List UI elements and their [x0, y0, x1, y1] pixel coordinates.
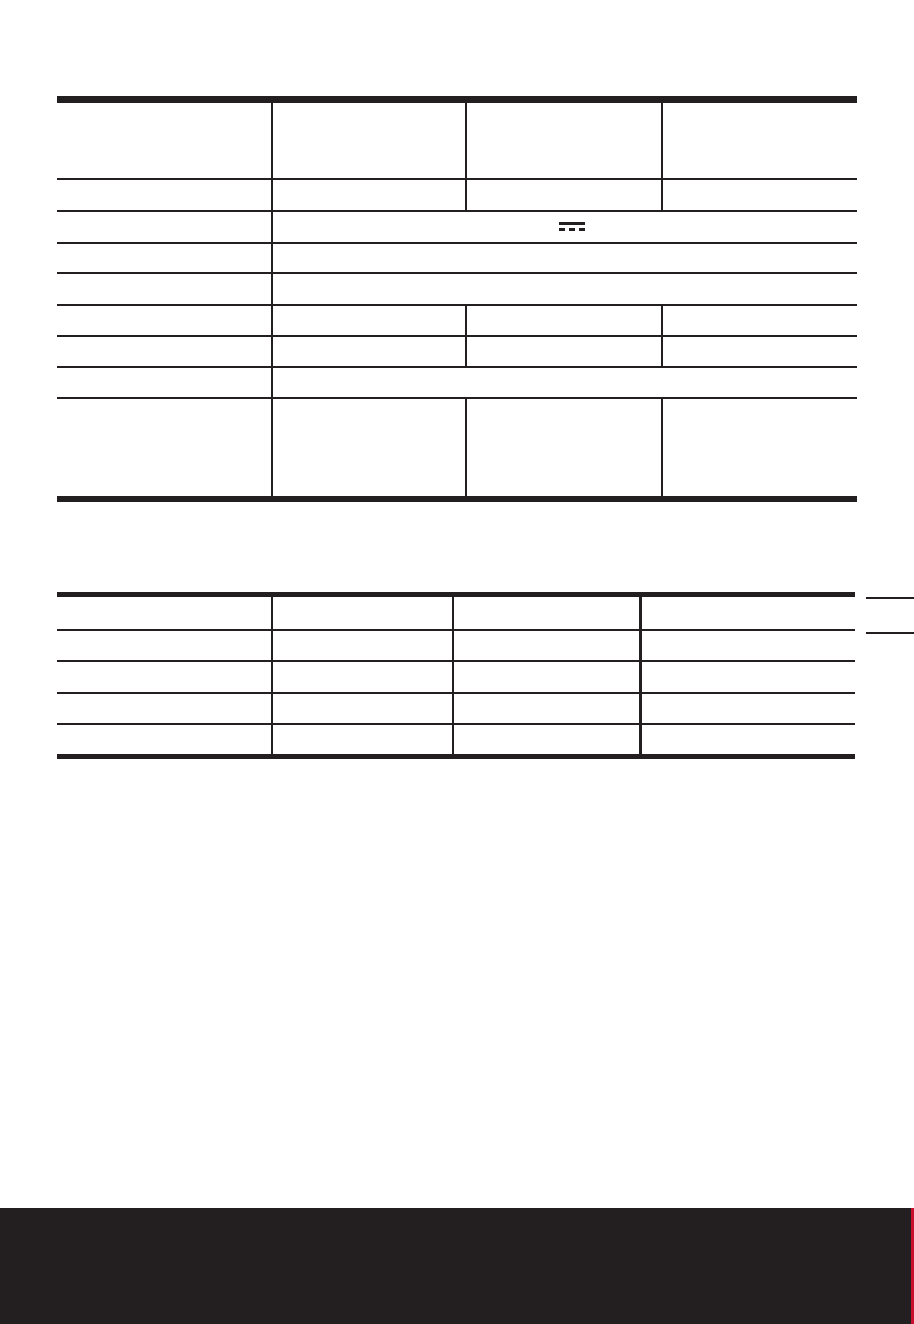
- table-cell: [57, 724, 272, 757]
- table-cell: [640, 630, 855, 661]
- table-row: [57, 661, 855, 693]
- table-cell: [272, 661, 453, 693]
- table-cell: [453, 693, 640, 724]
- table-cell: [57, 693, 272, 724]
- spec-label: [57, 273, 272, 305]
- spec-header-cell: [466, 100, 662, 179]
- dc-current-icon: [559, 222, 585, 232]
- table-cell: [272, 630, 453, 661]
- table-row: [57, 630, 855, 661]
- spec-value: [662, 398, 857, 499]
- table-cell: [640, 724, 855, 757]
- table-cell: [640, 693, 855, 724]
- spec-header-cell: [662, 100, 857, 179]
- spec-value: [272, 398, 466, 499]
- spec-row: [57, 336, 857, 367]
- spec-merged-value: [272, 367, 857, 398]
- spec-value: [466, 305, 662, 336]
- spec-label: [57, 398, 272, 499]
- table-cell: [453, 630, 640, 661]
- spec-header-cell: [272, 100, 466, 179]
- specifications-table: [57, 96, 857, 502]
- data-table: [57, 592, 855, 759]
- table-row: [57, 693, 855, 724]
- table-cell: [453, 661, 640, 693]
- table-cell: [272, 724, 453, 757]
- spec-row: [57, 305, 857, 336]
- spec-header-cell: [57, 100, 272, 179]
- table-cell: [57, 595, 272, 630]
- table-cell: [57, 661, 272, 693]
- spec-value: [662, 179, 857, 211]
- spec-label: [57, 179, 272, 211]
- spec-value: [272, 179, 466, 211]
- spec-row: [57, 243, 857, 273]
- table-cell: [272, 595, 453, 630]
- spec-merged-value: [272, 273, 857, 305]
- spec-label: [57, 211, 272, 243]
- spec-row: [57, 273, 857, 305]
- table-cell: [272, 693, 453, 724]
- spec-row-tall: [57, 398, 857, 499]
- spec-merged-value: [272, 211, 857, 243]
- spec-row-voltage: [57, 211, 857, 243]
- table-cell: [640, 661, 855, 693]
- spec-merged-value: [272, 243, 857, 273]
- footer-bar: [0, 1208, 914, 1324]
- table-cell: [640, 595, 855, 630]
- table-row: [57, 595, 855, 630]
- spec-row: [57, 179, 857, 211]
- spec-value: [466, 179, 662, 211]
- spec-label: [57, 336, 272, 367]
- table-cell: [453, 595, 640, 630]
- side-rule-bottom: [866, 632, 914, 634]
- spec-value: [272, 305, 466, 336]
- spec-header-row: [57, 100, 857, 179]
- spec-value: [662, 305, 857, 336]
- spec-label: [57, 305, 272, 336]
- side-rule-top: [866, 597, 914, 599]
- spec-row: [57, 367, 857, 398]
- spec-label: [57, 243, 272, 273]
- spec-value: [466, 398, 662, 499]
- spec-value: [466, 336, 662, 367]
- spec-value: [662, 336, 857, 367]
- spec-label: [57, 367, 272, 398]
- table-row: [57, 724, 855, 757]
- table-cell: [453, 724, 640, 757]
- table-cell: [57, 630, 272, 661]
- spec-value: [272, 336, 466, 367]
